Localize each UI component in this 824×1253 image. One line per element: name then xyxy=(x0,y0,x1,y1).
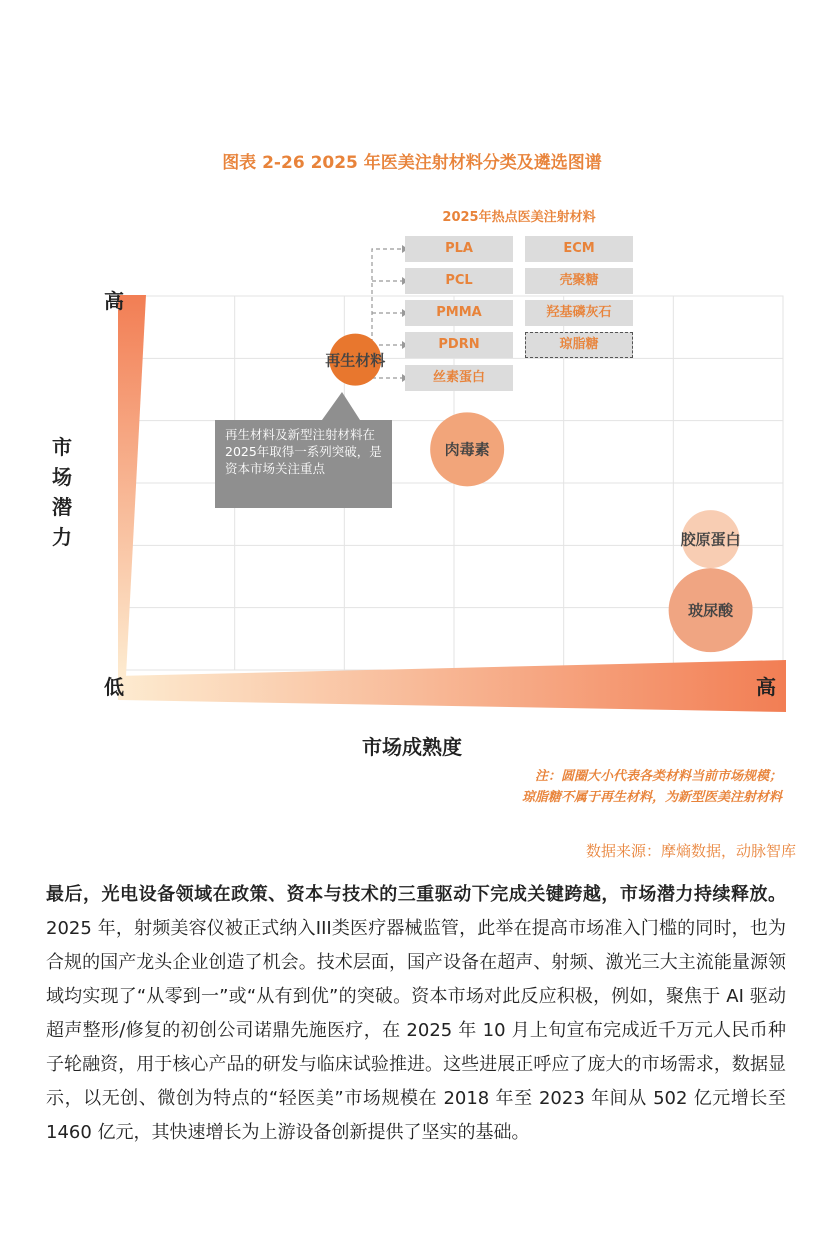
y-axis-gradient xyxy=(118,295,146,676)
x-high-label: 高 xyxy=(756,675,776,699)
material-tag-agarose: 琼脂糖 xyxy=(525,332,633,358)
y-axis-title: 市场潜力 xyxy=(52,435,72,549)
callout-box: 再生材料及新型注射材料在2025年取得一系列突破，是资本市场关注重点 xyxy=(215,420,392,508)
bubble-label-1: 肉毒素 xyxy=(444,440,490,459)
body-lead: 最后，光电设备领域在政策、资本与技术的三重驱动下完成关键跨越，市场潜力持续释放。 xyxy=(46,884,786,905)
bubble-label-0: 再生材料 xyxy=(325,351,386,370)
material-tag-pdrn: PDRN xyxy=(405,332,513,358)
figure-note xyxy=(522,766,782,808)
material-tag-silk-fibroin: 丝素蛋白 xyxy=(405,365,513,391)
material-tag-pla: PLA xyxy=(405,236,513,262)
x-low-label: 低 xyxy=(104,675,124,699)
note-line-2: 琼脂糖不属于再生材料，为新型医美注射材料 xyxy=(521,790,782,805)
material-tag-ecm: ECM xyxy=(525,236,633,262)
note-line-1: 注：圆圈大小代表各类材料当前市场规模； xyxy=(534,769,782,784)
hot-materials-title: 2025年热点医美注射材料 xyxy=(442,210,596,225)
x-axis-title: 市场成熟度 xyxy=(362,735,462,759)
data-source: 数据来源：摩熵数据，动脉智库 xyxy=(585,842,796,860)
y-high-label: 高 xyxy=(104,289,124,313)
body-paragraph xyxy=(46,878,786,1150)
material-tag-pmma: PMMA xyxy=(405,300,513,326)
x-axis-gradient xyxy=(118,660,786,712)
bubble-label-2: 胶原蛋白 xyxy=(680,530,741,549)
figure-title: 图表 2-26 2025 年医美注射材料分类及遴选图谱 xyxy=(222,153,602,173)
material-tag-chitosan: 壳聚糖 xyxy=(525,268,633,294)
material-tag-pcl: PCL xyxy=(405,268,513,294)
body-text: 2025 年，射频美容仪被正式纳入III类医疗器械监管，此举在提高市场准入门槛的同时，也为合规的国产龙头企业创造了机会。技术层面，国产设备在超声、射频、激光三大主流能量源领域均实现了“从零到一”或“从有到优”的突破。资本市场对此反应积极，例如，聚焦于 AI 驱动超声整形/修复的初创公司诺鼎先施医疗，在 2025 年 10 月上旬宣布完成近千万元人民币种子轮融资，用于核心产品的研发与临床试验推进。这些进展正呼应了庞大的市场需求，数据显示，以无创、微创为特点的“轻医美”市场规模在 2018 年至 2023 年间从 502 亿元增长至 1460 亿元，其快速增长为上游设备创新提供了坚实的基础。 xyxy=(46,918,786,1143)
material-tag-hydroxyapatite: 羟基磷灰石 xyxy=(525,300,633,326)
callout-pointer xyxy=(322,392,360,420)
bubble-label-3: 玻尿酸 xyxy=(688,601,734,620)
